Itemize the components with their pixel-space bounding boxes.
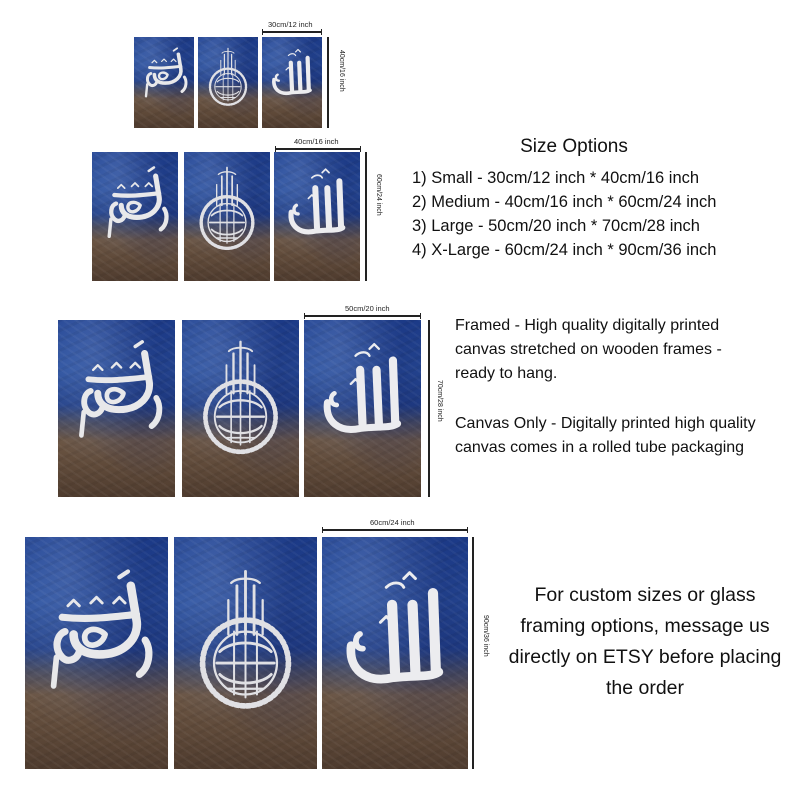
dimension-label-large-height: 70cm/28 inch (436, 380, 443, 422)
dimension-label-xlarge-width: 60cm/24 inch (370, 518, 415, 527)
dimension-line-medium-height (365, 152, 367, 281)
panel-ayatul-kursi (174, 537, 317, 769)
dimension-line-small-width (262, 31, 322, 33)
muhammad-calligraphy-icon (58, 320, 175, 497)
dimension-label-large-width: 50cm/20 inch (345, 304, 390, 313)
panel-allah (274, 152, 360, 281)
dimension-label-medium-height: 60cm/24 inch (375, 174, 382, 216)
muhammad-calligraphy-icon (25, 537, 168, 769)
panel-allah (322, 537, 468, 769)
dimension-line-large-width (304, 315, 421, 317)
size-option-small: 1) Small - 30cm/12 inch * 40cm/16 inch (412, 169, 700, 187)
panel-muhammad (134, 37, 194, 128)
canvas-only-description: Canvas Only - Digitally printed high quality canvas comes in a rolled tube packaging (455, 415, 756, 456)
panel-ayatul-kursi (184, 152, 270, 281)
panel-allah (262, 37, 322, 128)
ayatul-kursi-calligraphy-icon (174, 537, 317, 769)
dimension-label-xlarge-height: 90cm/36 inch (482, 615, 489, 657)
custom-sizes-message: For custom sizes or glass framing options, message us directly on ETSY before placing the order (508, 584, 782, 699)
allah-calligraphy-icon (322, 537, 468, 769)
size-option-large: 3) Large - 50cm/20 inch * 70cm/28 inch (412, 217, 700, 235)
dimension-line-xlarge-height (472, 537, 474, 769)
size-options-title: Size Options (520, 136, 628, 157)
allah-calligraphy-icon (274, 152, 360, 281)
dimension-line-medium-width (275, 148, 361, 150)
ayatul-kursi-calligraphy-icon (182, 320, 299, 497)
muhammad-calligraphy-icon (92, 152, 178, 281)
dimension-line-small-height (327, 37, 329, 128)
dimension-label-medium-width: 40cm/16 inch (294, 137, 339, 146)
panel-ayatul-kursi (198, 37, 258, 128)
panel-muhammad (58, 320, 175, 497)
size-option-xlarge: 4) X-Large - 60cm/24 inch * 90cm/36 inch (412, 241, 717, 259)
size-option-medium: 2) Medium - 40cm/16 inch * 60cm/24 inch (412, 193, 717, 211)
ayatul-kursi-calligraphy-icon (184, 152, 270, 281)
panel-muhammad (25, 537, 168, 769)
dimension-line-xlarge-width (322, 529, 468, 531)
muhammad-calligraphy-icon (134, 37, 194, 128)
size-options-list (412, 166, 717, 262)
dimension-line-large-height (428, 320, 430, 497)
panel-muhammad (92, 152, 178, 281)
framed-description: Framed - High quality digitally printed canvas stretched on wooden frames - ready to hang. (455, 317, 722, 382)
dimension-label-small-width: 30cm/12 inch (268, 20, 313, 29)
allah-calligraphy-icon (304, 320, 421, 497)
dimension-label-small-height: 40cm/16 inch (338, 50, 345, 92)
ayatul-kursi-calligraphy-icon (198, 37, 258, 128)
panel-ayatul-kursi (182, 320, 299, 497)
panel-allah (304, 320, 421, 497)
allah-calligraphy-icon (262, 37, 322, 128)
